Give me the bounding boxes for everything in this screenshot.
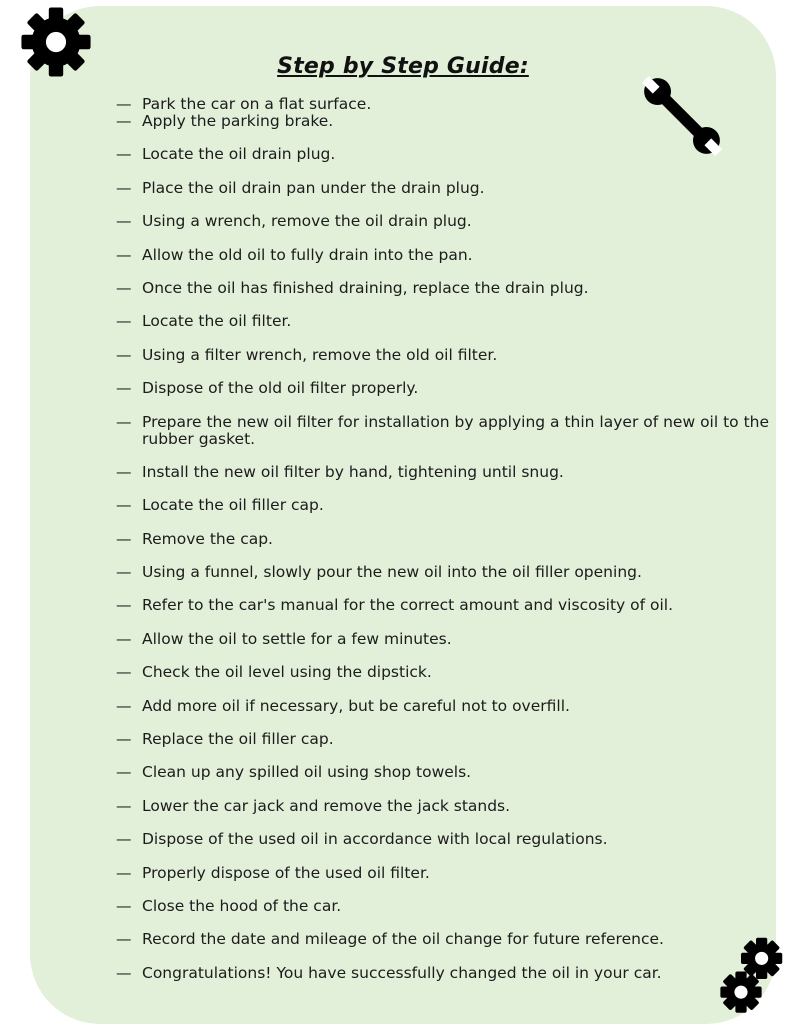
- step-item: [116, 380, 786, 397]
- step-text: Dispose of the used oil in accordance with local regulations.: [142, 830, 608, 849]
- dash-bullet: —: [116, 730, 132, 749]
- dash-bullet: —: [116, 412, 132, 431]
- dash-bullet: —: [116, 563, 132, 582]
- dash-bullet: —: [116, 145, 132, 164]
- dash-bullet: —: [116, 763, 132, 782]
- step-item: [116, 531, 786, 548]
- step-item: [116, 280, 786, 297]
- step-text: Using a filter wrench, remove the old oil filter.: [142, 345, 498, 364]
- step-text: Locate the oil filler cap.: [142, 496, 324, 515]
- step-text: Dispose of the old oil filter properly.: [142, 379, 419, 398]
- dash-bullet: —: [116, 830, 132, 849]
- step-text: Install the new oil filter by hand, tightening until snug.: [142, 462, 564, 481]
- dash-bullet: —: [116, 596, 132, 615]
- step-item: [116, 464, 786, 481]
- step-text: Place the oil drain pan under the drain plug.: [142, 178, 485, 197]
- step-text: Locate the oil filter.: [142, 312, 292, 331]
- dash-bullet: —: [116, 95, 132, 113]
- step-item: [116, 414, 786, 448]
- step-text: Apply the parking brake.: [142, 112, 334, 130]
- step-text: Congratulations! You have successfully changed the oil in your car.: [142, 963, 662, 982]
- step-text: Clean up any spilled oil using shop towels.: [142, 763, 472, 782]
- dash-bullet: —: [116, 245, 132, 264]
- step-item: [116, 597, 786, 614]
- step-text: Using a funnel, slowly pour the new oil into the oil filler opening.: [142, 563, 642, 582]
- step-item: [116, 664, 786, 681]
- step-text: Check the oil level using the dipstick.: [142, 663, 432, 682]
- dash-bullet: —: [116, 112, 132, 130]
- dash-bullet: —: [116, 696, 132, 715]
- dash-bullet: —: [116, 345, 132, 364]
- dash-bullet: —: [116, 863, 132, 882]
- step-text: Record the date and mileage of the oil change for future reference.: [142, 930, 664, 949]
- step-item: [116, 631, 786, 648]
- step-item: [116, 180, 786, 197]
- dash-bullet: —: [116, 796, 132, 815]
- step-text: Properly dispose of the used oil filter.: [142, 863, 430, 882]
- step-text: Add more oil if necessary, but be careful not to overfill.: [142, 696, 570, 715]
- step-item: [116, 865, 786, 882]
- step-text: Refer to the car's manual for the correct amount and viscosity of oil.: [142, 596, 674, 615]
- wrench-icon: [634, 68, 730, 164]
- step-text: Replace the oil filler cap.: [142, 730, 334, 749]
- dash-bullet: —: [116, 212, 132, 231]
- step-item: [116, 313, 786, 330]
- dash-bullet: —: [116, 663, 132, 682]
- dash-bullet: —: [116, 312, 132, 331]
- dash-bullet: —: [116, 379, 132, 398]
- step-text: Using a wrench, remove the oil drain plug.: [142, 212, 472, 231]
- step-item: [116, 347, 786, 364]
- dash-bullet: —: [116, 462, 132, 481]
- steps-list: [116, 96, 786, 998]
- dash-bullet: —: [116, 278, 132, 297]
- step-text: Lower the car jack and remove the jack stands.: [142, 796, 511, 815]
- step-item: [116, 213, 786, 230]
- step-text: Remove the cap.: [142, 529, 273, 548]
- step-text: Locate the oil drain plug.: [142, 145, 336, 164]
- step-item: [116, 831, 786, 848]
- dash-bullet: —: [116, 178, 132, 197]
- step-text: Once the oil has finished draining, replace the drain plug.: [142, 278, 589, 297]
- step-item: [116, 931, 786, 948]
- dash-bullet: —: [116, 963, 132, 982]
- dash-bullet: —: [116, 629, 132, 648]
- dash-bullet: —: [116, 930, 132, 949]
- step-item: [116, 798, 786, 815]
- step-text: Allow the oil to settle for a few minutes.: [142, 629, 452, 648]
- step-item: [116, 731, 786, 748]
- gear-icon: [20, 6, 92, 78]
- dash-bullet: —: [116, 496, 132, 515]
- step-item: [116, 247, 786, 264]
- step-item: [116, 965, 786, 982]
- step-item: [116, 564, 786, 581]
- dash-bullet: —: [116, 529, 132, 548]
- step-text: Allow the old oil to fully drain into the pan.: [142, 245, 473, 264]
- dash-bullet: —: [116, 896, 132, 915]
- step-text: Close the hood of the car.: [142, 896, 342, 915]
- step-text: Park the car on a flat surface.: [142, 95, 372, 113]
- step-item: [116, 497, 786, 514]
- step-item: [116, 764, 786, 781]
- step-item: [116, 898, 786, 915]
- gears-icon: [718, 934, 794, 1024]
- step-text: Prepare the new oil filter for installation by applying a thin layer of new oil to the rubber gasket.: [142, 412, 770, 448]
- step-item: [116, 698, 786, 715]
- guide-title: Step by Step Guide:: [277, 54, 529, 79]
